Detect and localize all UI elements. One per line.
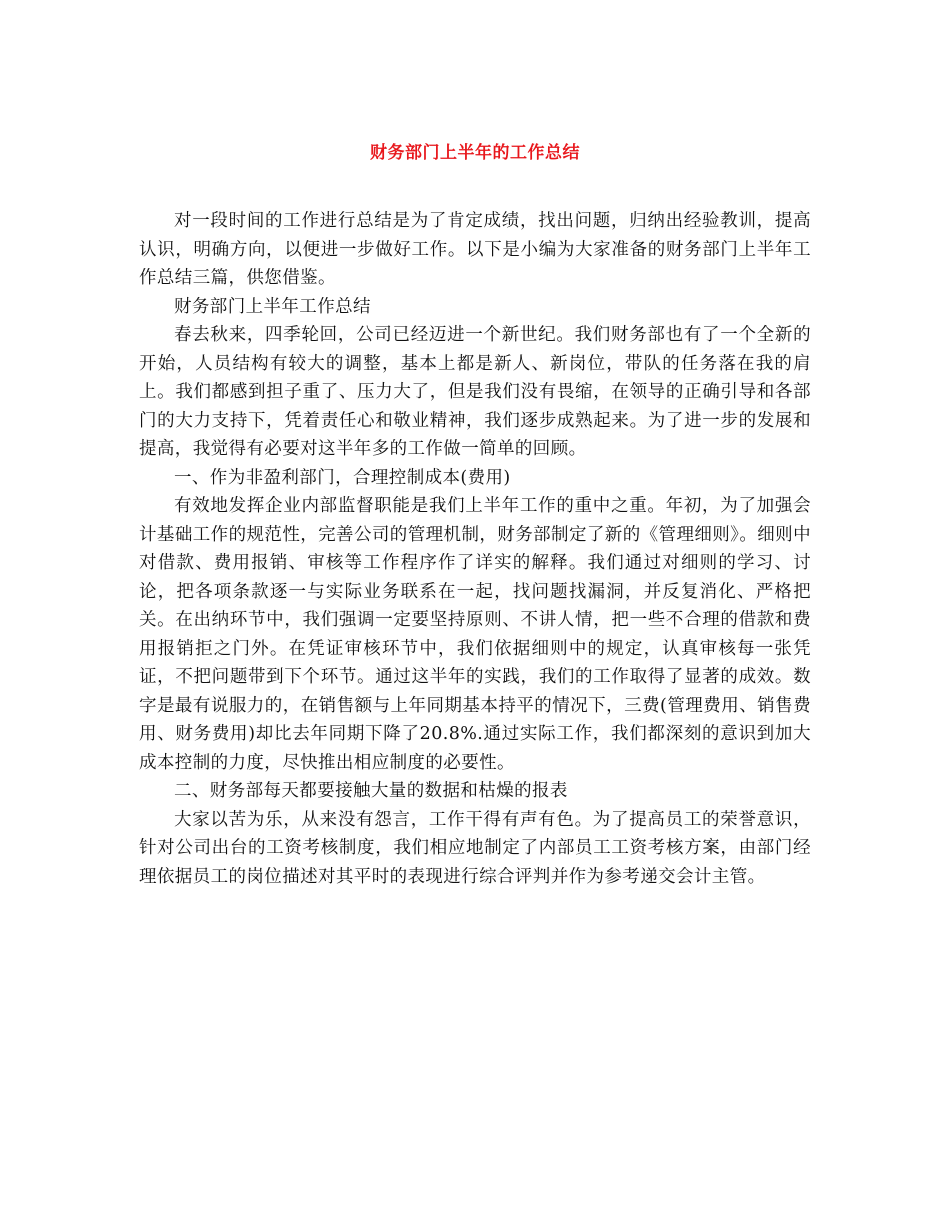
paragraph-subtitle: 财务部门上半年工作总结 [174, 296, 371, 317]
section-heading-2: 二、财务部每天都要接触大量的数据和枯燥的报表 [174, 781, 568, 801]
section-heading-1: 一、作为非盈利部门，合理控制成本(费用) [174, 467, 511, 488]
paragraph-intro: 对一段时间的工作进行总结是为了肯定成绩，找出问题，归纳出经验教训，提高认识，明确方向，以便进一步做好工作。以下是小编为大家准备的财务部门上半年工作总结三篇，供您借鉴。 [139, 211, 811, 288]
document-body [139, 207, 811, 891]
document-title: 财务部门上半年的工作总结 [370, 143, 580, 163]
document-page [139, 0, 811, 1230]
paragraph-cost-control: 有效地发挥企业内部监督职能是我们上半年工作的重中之重。年初，为了加强会计基础工作的规范性，完善公司的管理机制，财务部制定了新的《管理细则》。细则中对借款、费用报销、审核等工作程序作了详实的解释。我们通过对细则的学习、讨论，把各项条款逐一与实际业务联系在一起，找问题找漏洞，并反复消化、严格把关。在出纳环节中，我们强调一定要坚持原则、不讲人情，把一些不合理的借款和费用报销拒之门外。在凭证审核环节中，我们依据细则中的规定，认真审核每一张凭证，不把问题带到下个环节。通过这半年的实践，我们的工作取得了显著的成效。数字是最有说服力的，在销售额与上年同期基本持平的情况下，三费(管理费用、销售费用、财务费用)却比去年同期下降了20.8%.通过实际工作，我们都深刻的意识到加大成本控制的力度，尽快推出相应制度的必要性。 [139, 496, 811, 773]
paragraph-opening: 春去秋来，四季轮回，公司已经迈进一个新世纪。我们财务部也有了一个全新的开始，人员结构有较大的调整，基本上都是新人、新岗位，带队的任务落在我的肩上。我们都感到担子重了、压力大了，但是我们没有畏缩，在领导的正确引导和各部门的大力支持下，凭着责任心和敬业精神，我们逐步成熟起来。为了进一步的发展和提高，我觉得有必要对这半年多的工作做一简单的回顾。 [139, 325, 811, 459]
paragraph-staff: 大家以苦为乐，从来没有怨言，工作干得有声有色。为了提高员工的荣誉意识，针对公司出台的工资考核制度，我们相应地制定了内部员工工资考核方案，由部门经理依据员工的岗位描述对其平时的表现进行综合评判并作为参考递交会计主管。 [139, 809, 811, 887]
